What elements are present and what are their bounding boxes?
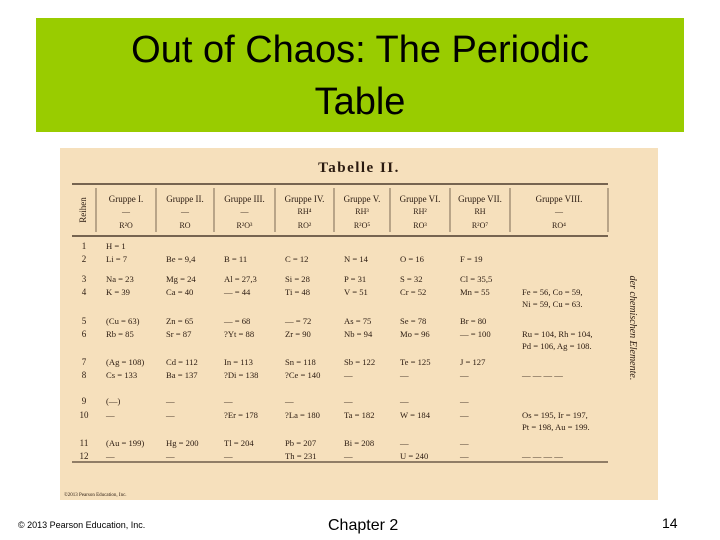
element-cell: — — — — <box>522 370 563 380</box>
row-number: 7 <box>81 357 87 367</box>
element-cell: ?Er = 178 <box>224 410 258 420</box>
element-cell: Br = 80 <box>460 316 487 326</box>
element-cell: Rb = 85 <box>106 329 134 339</box>
group-name: Gruppe II. <box>166 194 204 204</box>
slide-title <box>36 24 684 128</box>
element-cell: ?La = 180 <box>285 410 320 420</box>
element-cell: Th = 231 <box>285 451 317 461</box>
element-cell: — = 68 <box>224 316 251 326</box>
row-number: 6 <box>81 329 87 339</box>
element-cell: — <box>166 410 175 420</box>
slide-title-line-1: Out of Chaos: The Periodic <box>131 29 589 71</box>
element-cell: J = 127 <box>460 357 486 367</box>
row-number: 1 <box>81 241 87 251</box>
group-name: Gruppe IV. <box>284 194 325 204</box>
group-name: Gruppe III. <box>224 194 265 204</box>
table-credit: ©2013 Pearson Education, Inc. <box>64 493 127 498</box>
element-cell: V = 51 <box>344 287 368 297</box>
table-heading: Tabelle II. <box>318 160 400 176</box>
element-cell: — <box>224 451 233 461</box>
element-cell: — <box>106 451 115 461</box>
element-cell: Pt = 198, Au = 199. <box>522 422 590 432</box>
element-cell: Se = 78 <box>400 316 427 326</box>
element-cell: — <box>400 370 409 380</box>
element-cell: Pd = 106, Ag = 108. <box>522 341 592 351</box>
group-hydride: RH⁴ <box>297 207 312 216</box>
group-name: Gruppe I. <box>108 194 144 204</box>
row-header-label: Reihen <box>78 197 88 223</box>
element-cell: Al = 27,3 <box>224 274 257 284</box>
element-cell: Si = 28 <box>285 274 310 284</box>
element-cell: Ba = 137 <box>166 370 198 380</box>
element-cell: — <box>400 438 409 448</box>
row-number: 9 <box>81 396 87 406</box>
row-number: 11 <box>79 438 89 448</box>
row-number: 10 <box>79 410 89 420</box>
element-cell: — <box>460 438 469 448</box>
group-name: Gruppe VII. <box>458 194 502 204</box>
element-cell: Ru = 104, Rh = 104, <box>522 329 593 339</box>
group-oxide: R²O⁵ <box>353 221 371 230</box>
element-cell: — <box>460 451 469 461</box>
group-oxide: RO <box>179 221 191 230</box>
element-cell: Fe = 56, Co = 59, <box>522 287 583 297</box>
mendeleev-table-image <box>60 148 658 500</box>
element-cell: K = 39 <box>106 287 130 297</box>
element-cell: P = 31 <box>344 274 367 284</box>
group-oxide: R²O⁷ <box>471 221 489 230</box>
group-oxide: RO⁴ <box>552 221 566 230</box>
element-cell: Ni = 59, Cu = 63. <box>522 299 583 309</box>
element-cell: — <box>344 451 353 461</box>
element-cell: Cl = 35,5 <box>460 274 493 284</box>
element-cell: — <box>285 396 294 406</box>
element-cell: ?Ce = 140 <box>285 370 321 380</box>
group-oxide: RO² <box>297 221 312 230</box>
element-cell: F = 19 <box>460 254 483 264</box>
element-cell: Sn = 118 <box>285 357 316 367</box>
group-hydride: RH <box>474 207 486 216</box>
element-cell: Ca = 40 <box>166 287 194 297</box>
row-number: 3 <box>81 274 87 284</box>
element-cell: U = 240 <box>400 451 429 461</box>
element-cell: W = 184 <box>400 410 430 420</box>
element-cell: Zr = 90 <box>285 329 311 339</box>
element-cell: — <box>106 410 115 420</box>
copyright-text: © 2013 Pearson Education, Inc. <box>18 520 146 530</box>
element-cell: S = 32 <box>400 274 423 284</box>
element-cell: — <box>460 396 469 406</box>
element-cell: Pb = 207 <box>285 438 317 448</box>
chapter-label: Chapter 2 <box>328 517 399 534</box>
page-number: 14 <box>662 515 678 531</box>
element-cell: Be = 9,4 <box>166 254 196 264</box>
element-cell: — = 100 <box>460 329 491 339</box>
element-cell: C = 12 <box>285 254 309 264</box>
element-cell: (—) <box>106 396 121 406</box>
row-number: 4 <box>81 287 87 297</box>
element-cell: — <box>166 451 175 461</box>
side-note: der chemischen Elemente. <box>627 275 638 381</box>
row-number: 5 <box>81 316 87 326</box>
group-hydride: — <box>181 207 189 216</box>
mendeleev-table <box>60 148 658 500</box>
element-cell: — <box>166 396 175 406</box>
element-cell: ?Yt = 88 <box>224 329 255 339</box>
group-name: Gruppe V. <box>343 194 381 204</box>
element-cell: Cs = 133 <box>106 370 138 380</box>
element-cell: Mn = 55 <box>460 287 490 297</box>
element-cell: — <box>344 370 353 380</box>
group-oxide: R²O <box>119 221 133 230</box>
element-cell: — = 44 <box>224 287 251 297</box>
element-cell: B = 11 <box>224 254 248 264</box>
element-cell: — <box>344 396 353 406</box>
element-cell: Os = 195, Ir = 197, <box>522 410 588 420</box>
element-cell: Cd = 112 <box>166 357 198 367</box>
element-cell: Sr = 87 <box>166 329 192 339</box>
slide-title-line-2: Table <box>314 81 406 123</box>
element-cell: — <box>460 370 469 380</box>
element-cell: Sb = 122 <box>344 357 376 367</box>
element-cell: Mg = 24 <box>166 274 196 284</box>
element-cell: Li = 7 <box>106 254 128 264</box>
element-cell: N = 14 <box>344 254 368 264</box>
element-cell: (Cu = 63) <box>106 316 140 326</box>
element-cell: ?Di = 138 <box>224 370 259 380</box>
element-cell: Mo = 96 <box>400 329 430 339</box>
group-hydride: RH³ <box>355 207 369 216</box>
group-hydride: — <box>555 207 563 216</box>
group-name: Gruppe VIII. <box>535 194 583 204</box>
group-hydride: — <box>122 207 130 216</box>
element-cell: In = 113 <box>224 357 253 367</box>
element-cell: Tl = 204 <box>224 438 254 448</box>
element-cell: — = 72 <box>285 316 312 326</box>
group-hydride: — <box>240 207 249 216</box>
group-name: Gruppe VI. <box>399 194 441 204</box>
element-cell: O = 16 <box>400 254 424 264</box>
element-cell: — <box>460 410 469 420</box>
element-cell: (Ag = 108) <box>106 357 145 367</box>
element-cell: Ti = 48 <box>285 287 311 297</box>
element-cell: — — — — <box>522 451 563 461</box>
element-cell: As = 75 <box>344 316 372 326</box>
row-number: 2 <box>81 254 87 264</box>
row-number: 8 <box>81 370 87 380</box>
group-oxide: RO³ <box>413 221 427 230</box>
element-cell: — <box>400 396 409 406</box>
element-cell: Ta = 182 <box>344 410 375 420</box>
element-cell: Bi = 208 <box>344 438 375 448</box>
row-number: 12 <box>79 451 89 461</box>
group-oxide: R²O³ <box>236 221 253 230</box>
element-cell: Te = 125 <box>400 357 431 367</box>
element-cell: (Au = 199) <box>106 438 145 448</box>
element-cell: Na = 23 <box>106 274 134 284</box>
element-cell: Zn = 65 <box>166 316 194 326</box>
element-cell: — <box>224 396 233 406</box>
element-cell: Hg = 200 <box>166 438 199 448</box>
group-hydride: RH² <box>413 207 427 216</box>
element-cell: Cr = 52 <box>400 287 427 297</box>
element-cell: Nb = 94 <box>344 329 373 339</box>
element-cell: H = 1 <box>106 241 126 251</box>
